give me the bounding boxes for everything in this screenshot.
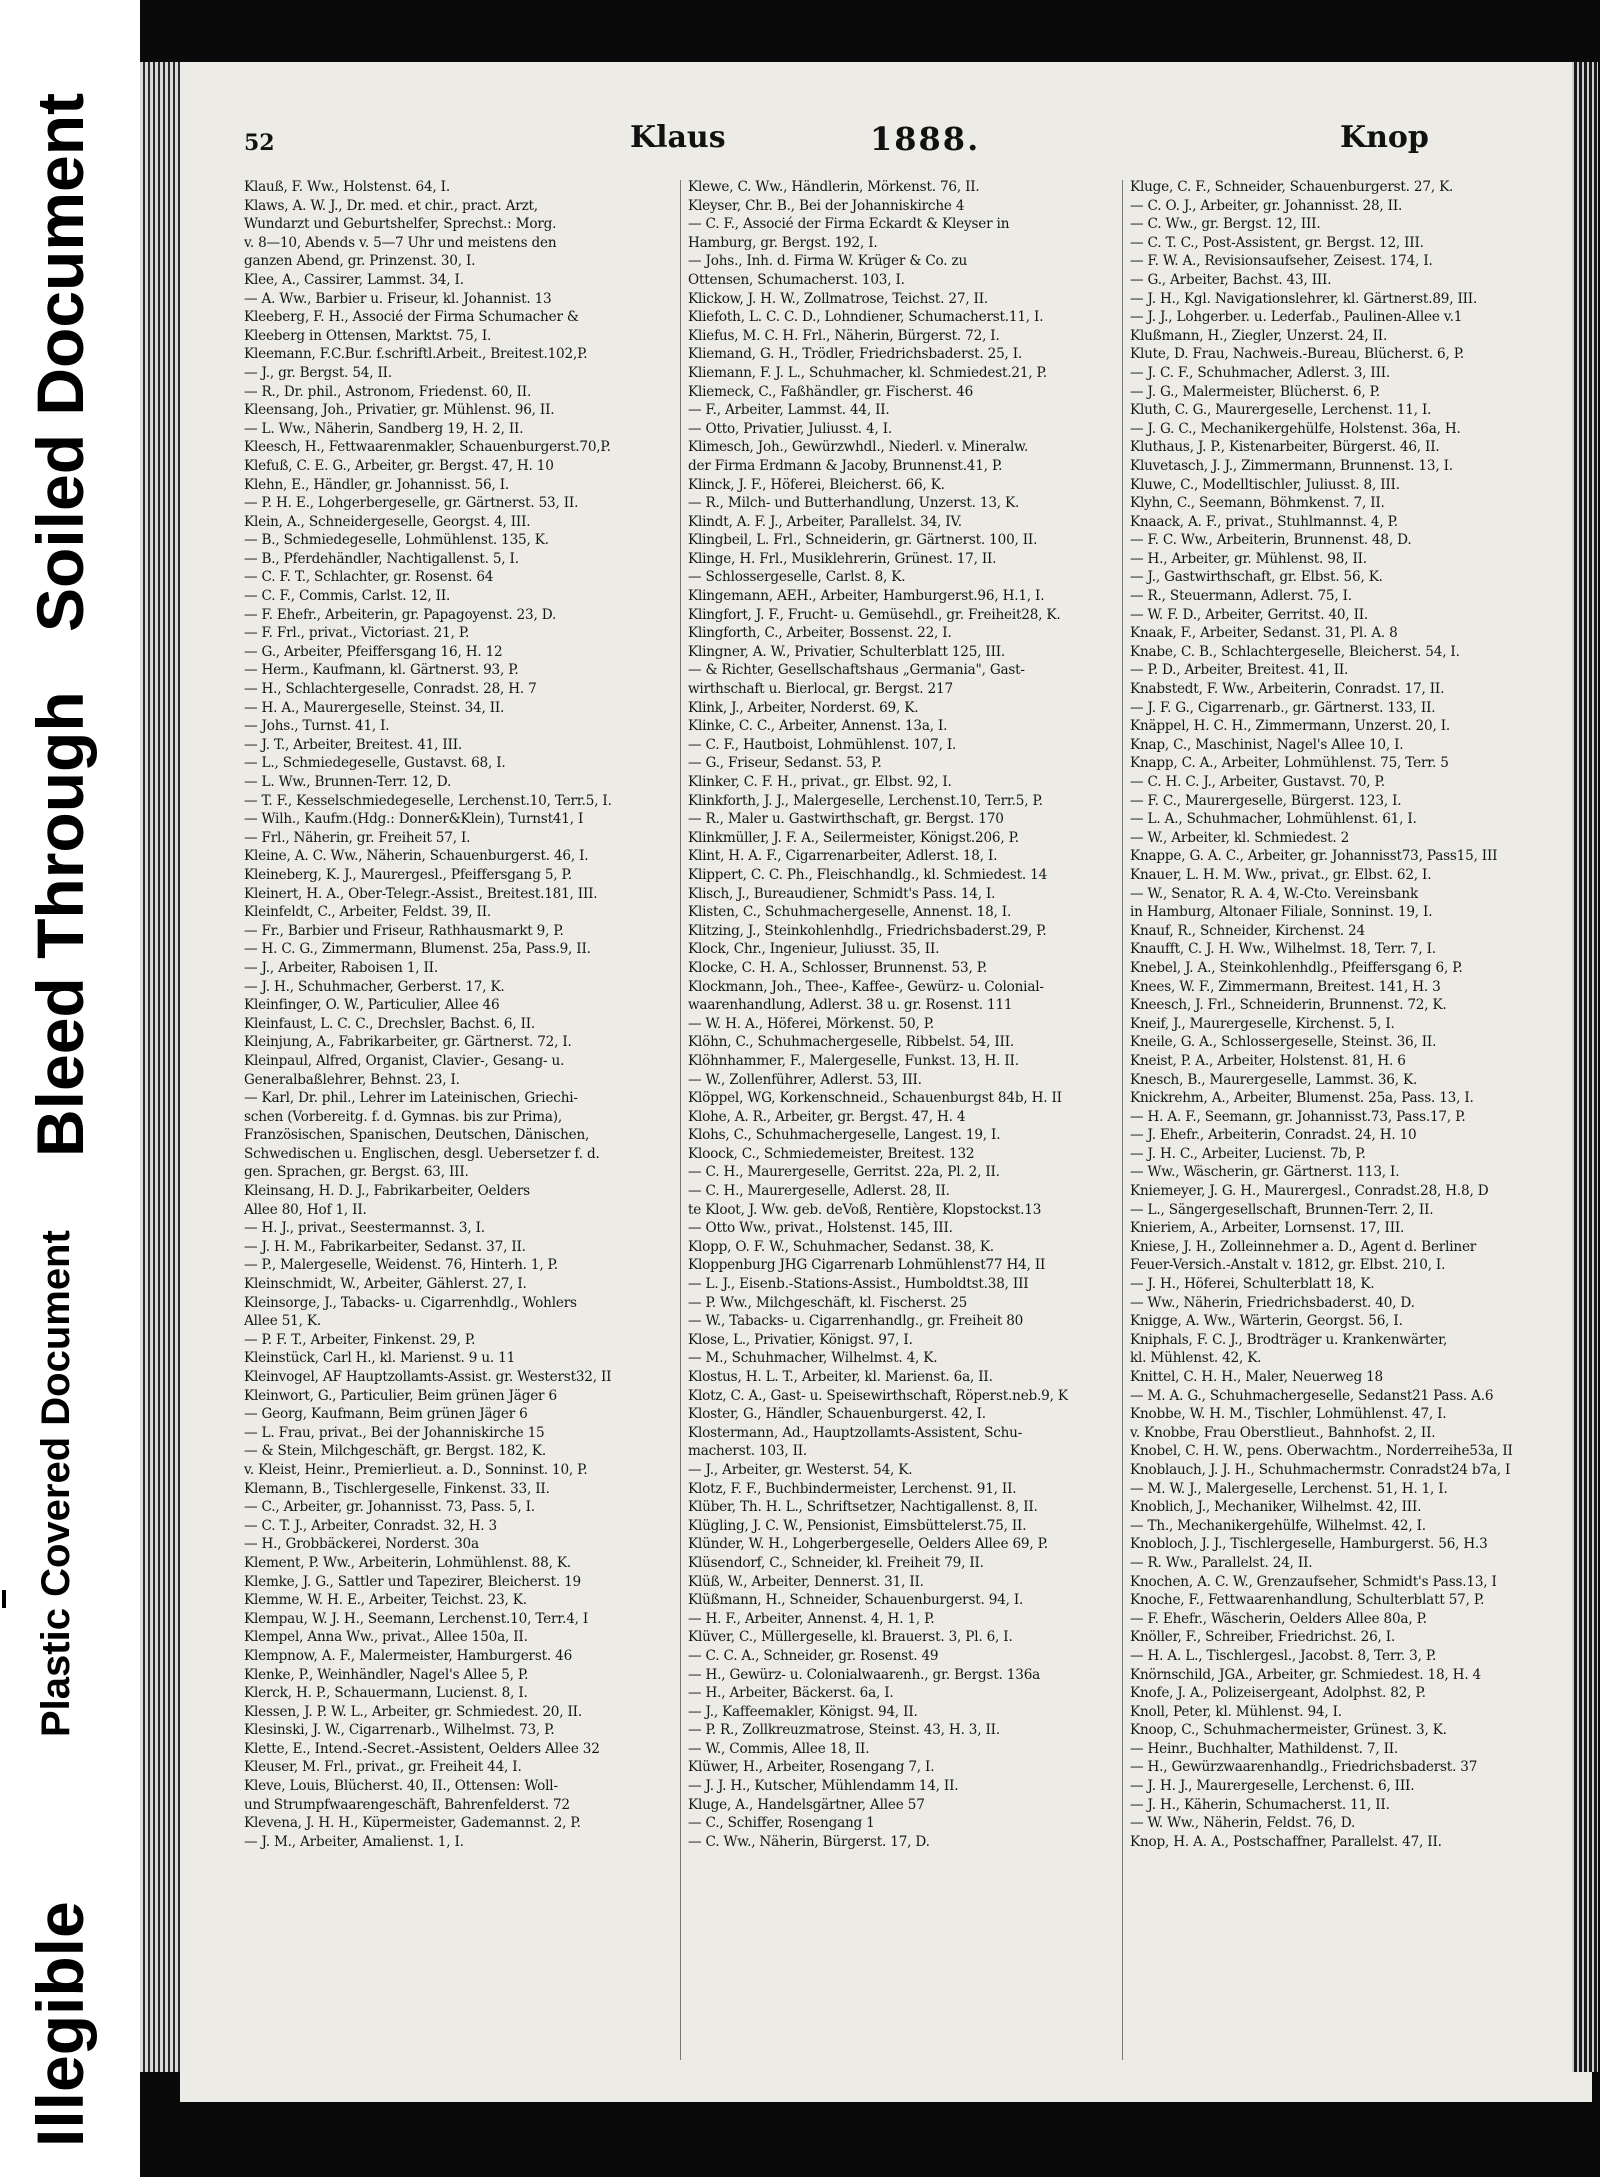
directory-entry-line: — F. Ehefr., Arbeiterin, gr. Papagoyenst. 23, D. (244, 606, 557, 623)
directory-entry-line: — J. H. C., Arbeiter, Lucienst. 7b, P. (1130, 1145, 1366, 1162)
directory-entry-line: Klostus, H. L. T., Arbeiter, kl. Marienst. 6a, II. (688, 1369, 993, 1385)
directory-entry-line: — J. F. G., Cigarrenarb., gr. Gärtnerst. 133, II. (1130, 699, 1436, 716)
directory-entry-line: Kneile, G. A., Schlossergeselle, Steinst. 36, II. (1130, 1034, 1437, 1051)
directory-entry-line: Kleine, A. C. Ww., Näherin, Schauenburgerst. 46, I. (244, 848, 589, 865)
directory-entry-line: Klute, D. Frau, Nachweis.-Bureau, Blücherst. 6, P. (1130, 346, 1465, 363)
directory-entry-line: Knauer, L. H. M. Ww., privat., gr. Elbst. 62, I. (1130, 866, 1432, 883)
directory-entry-line: Kleinsorge, J., Tabacks- u. Cigarrenhdlg., Wohlers (244, 1294, 577, 1311)
directory-entry-line: v. Kleist, Heinr., Premierlieut. a. D., Sonninst. 10, P. (244, 1461, 588, 1478)
directory-entry-line: Kluvetasch, J. J., Zimmermann, Brunnenst. 13, I. (1130, 457, 1453, 474)
directory-entry-line: — H. A. L., Tischlergesl., Jacobst. 8, Terr. 3, P. (1130, 1647, 1437, 1664)
directory-entry-line: — J. C. F., Schuhmacher, Adlerst. 3, III. (1130, 364, 1391, 381)
directory-entry-line: Allee 80, Hof 1, II. (244, 1201, 367, 1218)
directory-entry-line: — W., Senator, R. A. 4, W.-Cto. Vereinsbank (1130, 885, 1419, 902)
directory-entry-line: Klöppel, WG, Korkenschneid., Schauenburgst 84b, H. II (688, 1090, 1062, 1107)
directory-entry-line: — J. G., Malermeister, Blücherst. 6, P. (1130, 383, 1380, 400)
directory-entry-line: Klempau, W. J. H., Seemann, Lerchenst.10, Terr.4, I (244, 1610, 589, 1627)
directory-entry-line: und Strumpfwaarengeschäft, Bahrenfelderst. 72 (244, 1796, 570, 1813)
directory-entry-line: Klevena, J. H. H., Küpermeister, Gademannst. 2, P. (244, 1815, 581, 1832)
directory-entry-line: Kleyser, Chr. B., Bei der Johanniskirche 4 (688, 197, 965, 214)
directory-entry-line: Kleinschmidt, W., Arbeiter, Gählerst. 27, I. (244, 1276, 527, 1293)
directory-entry-line: — L. Ww., Brunnen-Terr. 12, D. (244, 774, 452, 790)
directory-entry-line: Klyhn, C., Seemann, Böhmkenst. 7, II. (1130, 495, 1385, 512)
directory-entry-line: Klingforth, C., Arbeiter, Bossenst. 22, I. (688, 625, 952, 642)
directory-entry-line: — C. T. C., Post-Assistent, gr. Bergst. 12, III. (1130, 234, 1424, 251)
directory-entry-line: schen (Vorbereitg. f. d. Gymnas. bis zur Prima), (244, 1108, 562, 1125)
directory-entry-line: Kleeberg, F. H., Associé der Firma Schumacher & (244, 309, 579, 326)
directory-entry-line: — F. Frl., privat., Victoriast. 21, P. (244, 625, 470, 642)
directory-entry-line: — J. G. C., Mechanikergehülfe, Holstenst. 36a, H. (1130, 420, 1461, 437)
directory-entry-line: — Otto, Privatier, Juliusst. 4, I. (688, 420, 892, 437)
directory-entry-line: — C. H., Maurergeselle, Adlerst. 28, II. (688, 1183, 950, 1200)
directory-entry-line: Kleinert, H. A., Ober-Telegr.-Assist., Breitest.181, III. (244, 885, 598, 902)
directory-entry-line: — C. H., Maurergeselle, Gerritst. 22a, Pl. 2, II. (688, 1164, 1000, 1181)
directory-entry-line: Knaack, A. F., privat., Stuhlmannst. 4, P. (1130, 513, 1398, 530)
directory-entry-line: — J. H. J., Maurergeselle, Lerchenst. 6, III. (1130, 1778, 1415, 1795)
directory-entry-line: Klingemann, AEH., Arbeiter, Hamburgerst.96, H.1, I. (688, 588, 1045, 605)
directory-entry-line: Kneesch, J. Frl., Schneiderin, Brunnenst. 72, K. (1130, 997, 1447, 1014)
directory-entry-line: Klöhn, C., Schuhmachergeselle, Ribbelst. 54, III. (688, 1034, 1014, 1051)
directory-entry-line: Kloster, G., Händler, Schauenburgerst. 42, I. (688, 1406, 986, 1423)
directory-column-1 (244, 178, 659, 1851)
directory-entry-line: — W. F. D., Arbeiter, Gerritst. 40, II. (1130, 606, 1369, 623)
directory-entry-line: Kleensang, Joh., Privatier, gr. Mühlenst. 96, II. (244, 402, 555, 419)
directory-entry-line: — F. C. Ww., Arbeiterin, Brunnenst. 48, D. (1130, 532, 1412, 549)
scanned-page-area (140, 0, 1600, 2177)
directory-entry-line: Klinge, H. Frl., Musiklehrerin, Grünest. 17, II. (688, 550, 997, 567)
directory-entry-line: Knees, W. F., Zimmermann, Breitest. 141, H. 3 (1130, 978, 1441, 995)
directory-entry-line: Kleinfinger, O. W., Particulier, Allee 46 (244, 997, 500, 1014)
directory-entry-line: Feuer-Versich.-Anstalt v. 1812, gr. Elbst. 210, I. (1130, 1257, 1446, 1274)
directory-entry-line: — J., Kaffeemakler, Königst. 94, II. (688, 1703, 918, 1720)
directory-entry-line: Klose, L., Privatier, Königst. 97, I. (688, 1331, 913, 1348)
directory-entry-line: ganzen Abend, gr. Prinzenst. 30, I. (244, 253, 476, 270)
stamp-plastic-covered: Plastic Covered Document (34, 1230, 78, 1737)
directory-entry-line: — R., Milch- und Butterhandlung, Unzerst. 13, K. (688, 495, 1020, 512)
directory-entry-line: Klempel, Anna Ww., privat., Allee 150a, II. (244, 1629, 528, 1646)
stamp-bleed-through: Bleed Through (23, 691, 97, 1157)
directory-entry-line: Knop, H. A. A., Postschaffner, Parallelst. 47, II. (1130, 1833, 1442, 1850)
directory-entry-line: Klinkmüller, J. F. A., Seilermeister, Königst.206, P. (688, 829, 1019, 846)
directory-entry-line: — J. Ehefr., Arbeiterin, Conradst. 24, H. 10 (1130, 1127, 1417, 1144)
directory-entry-line: — H., Arbeiter, Bäckerst. 6a, I. (688, 1685, 894, 1702)
directory-entry-line: te Kloot, J. Ww. geb. deVoß, Rentière, Klopstockst.13 (688, 1201, 1042, 1218)
directory-page (180, 62, 1592, 2102)
directory-entry-line: Knesch, B., Maurergeselle, Lammst. 36, K. (1130, 1071, 1418, 1088)
directory-entry-line: Klockmann, Joh., Thee-, Kaffee-, Gewürz- u. Colonial- (688, 978, 1044, 995)
directory-entry-line: Knörnschild, JGA., Arbeiter, gr. Schmiedest. 18, H. 4 (1130, 1666, 1482, 1683)
directory-entry-line: — Johs., Inh. d. Firma W. Krüger & Co. zu (688, 253, 968, 270)
directory-entry-line: — M. A. G., Schuhmachergeselle, Sedanst21 Pass. A.6 (1130, 1387, 1494, 1404)
directory-entry-line: — F. C., Maurergeselle, Bürgerst. 123, I. (1130, 792, 1402, 809)
directory-entry-line: — H., Arbeiter, gr. Mühlenst. 98, II. (1130, 550, 1367, 567)
directory-entry-line: kl. Mühlenst. 42, K. (1130, 1350, 1262, 1367)
directory-entry-line: gen. Sprachen, gr. Bergst. 63, III. (244, 1164, 469, 1181)
directory-entry-line: Knöller, F., Schreiber, Friedrichst. 26, I. (1130, 1629, 1396, 1646)
directory-entry-line: Klüßmann, H., Schneider, Schauenburgerst. 94, I. (688, 1592, 1024, 1609)
directory-entry-line: — H. J., privat., Seestermannst. 3, I. (244, 1220, 485, 1237)
directory-entry-line: Knebel, J. A., Steinkohlenhdlg., Pfeiffersgang 6, P. (1130, 959, 1463, 976)
directory-entry-line: — P. D., Arbeiter, Breitest. 41, II. (1130, 662, 1349, 679)
directory-entry-line: — C. Ww., Näherin, Bürgerst. 17, D. (688, 1833, 930, 1850)
header-left-catchword: Klaus (630, 120, 726, 155)
stamp-soiled-document: Soiled Document (23, 92, 97, 632)
directory-entry-line: — G., Arbeiter, Bachst. 43, III. (1130, 271, 1332, 288)
directory-entry-line: Kleinpaul, Alfred, Organist, Clavier-, Gesang- u. (244, 1052, 565, 1069)
directory-entry-line: — C. O. J., Arbeiter, gr. Johannisst. 28, II. (1130, 197, 1403, 214)
directory-entry-line: Kluge, C. F., Schneider, Schauenburgerst. 27, K. (1130, 179, 1454, 195)
directory-entry-line: — R. Ww., Parallelst. 24, II. (1130, 1554, 1313, 1571)
directory-entry-line: — H., Gewürzwaarenhandlg., Friedrichsbaderst. 37 (1130, 1759, 1478, 1776)
directory-entry-line: — C. H. C. J., Arbeiter, Gustavst. 70, P. (1130, 774, 1385, 790)
directory-entry-line: Klink, J., Arbeiter, Norderst. 69, K. (688, 699, 919, 716)
directory-entry-line: Knoll, Peter, kl. Mühlenst. 94, I. (1130, 1703, 1342, 1720)
directory-entry-line: Klinke, C. C., Arbeiter, Annenst. 13a, I. (688, 718, 948, 735)
directory-entry-line: Kluwe, C., Modelltischler, Juliusst. 8, III. (1130, 476, 1400, 493)
directory-entry-line: Knabstedt, F. Ww., Arbeiterin, Conradst. 17, II. (1130, 681, 1445, 698)
directory-entry-line: Kliefus, M. C. H. Frl., Näherin, Bürgerst. 72, I. (688, 327, 1000, 344)
directory-entry-line: Kleesch, H., Fettwaarenmakler, Schauenburgerst.70,P. (244, 439, 611, 456)
directory-entry-line: — C. F., Hautboist, Lohmühlenst. 107, I. (688, 736, 957, 753)
directory-entry-line: — H., Grobbäckerei, Norderst. 30a (244, 1536, 479, 1553)
directory-entry-line: — P. R., Zollkreuzmatrose, Steinst. 43, H. 3, II. (688, 1722, 1000, 1739)
directory-entry-line: der Firma Erdmann & Jacoby, Brunnenst.41, P. (688, 457, 1003, 474)
directory-entry-line: Knäppel, H. C. H., Zimmermann, Unzerst. 20, I. (1130, 718, 1451, 735)
directory-entry-line: Kleinfaust, L. C. C., Drechsler, Bachst. 6, II. (244, 1015, 536, 1032)
directory-entry-line: Kluth, C. G., Maurergeselle, Lerchenst. 11, I. (1130, 402, 1432, 419)
column-divider (680, 180, 681, 2060)
directory-entry-line: — Georg, Kaufmann, Beim grünen Jäger 6 (244, 1406, 528, 1423)
directory-entry-line: Knap, C., Maschinist, Nagel's Allee 10, I. (1130, 736, 1404, 753)
directory-entry-line: Klohs, C., Schuhmachergeselle, Langest. 19, I. (688, 1127, 1001, 1144)
directory-entry-line: — H., Gewürz- u. Colonialwaarenh., gr. Bergst. 136a (688, 1666, 1041, 1683)
directory-entry-line: — H. C. G., Zimmermann, Blumenst. 25a, Pass.9, II. (244, 941, 591, 958)
directory-entry-line: Kloock, C., Schmiedemeister, Breitest. 132 (688, 1145, 975, 1162)
directory-entry-line: — R., Dr. phil., Astronom, Friedenst. 60, II. (244, 383, 532, 400)
directory-entry-line: — Th., Mechanikergehülfe, Wilhelmst. 42, I. (1130, 1517, 1426, 1534)
directory-entry-line: — J., Arbeiter, Raboisen 1, II. (244, 959, 438, 976)
directory-entry-line: — W., Tabacks- u. Cigarrenhandlg., gr. Freiheit 80 (688, 1313, 1024, 1330)
directory-entry-line: — J. H., Schuhmacher, Gerberst. 17, K. (244, 978, 505, 995)
directory-entry-line: — L. Frau, privat., Bei der Johanniskirche 15 (244, 1424, 545, 1441)
directory-entry-line: — C. C. A., Schneider, gr. Rosenst. 49 (688, 1647, 939, 1664)
directory-entry-line: — W., Zollenführer, Adlerst. 53, III. (688, 1071, 922, 1088)
directory-entry-line: Klügling, J. C. W., Pensionist, Eimsbüttelerst.75, II. (688, 1517, 1027, 1534)
directory-entry-line: Kliemeck, C., Faßhändler, gr. Fischerst. 46 (688, 383, 974, 400)
directory-entry-line: — J. H., Höferei, Schulterblatt 18, K. (1130, 1276, 1375, 1293)
directory-entry-line: Klindt, A. F. J., Arbeiter, Parallelst. 34, IV. (688, 513, 962, 530)
directory-entry-line: Kleinsang, H. D. J., Fabrikarbeiter, Oelders (244, 1183, 530, 1200)
directory-entry-line: Klemke, J. G., Sattler und Tapezirer, Bleicherst. 19 (244, 1573, 582, 1590)
directory-entry-line: — H. A. F., Seemann, gr. Johannisst.73, Pass.17, P. (1130, 1108, 1466, 1125)
archive-stamp (0, 0, 140, 2177)
directory-entry-line: Kneif, J., Maurergeselle, Kirchenst. 5, I. (1130, 1015, 1395, 1032)
directory-entry-line: Klimesch, Joh., Gewürzwhdl., Niederl. v. Mineralw. (688, 439, 1029, 456)
directory-entry-line: Kliemand, G. H., Trödler, Friedrichsbaderst. 25, I. (688, 346, 1023, 363)
archive-stamp-text (0, 0, 140, 2177)
directory-entry-line: — F. Ehefr., Wäscherin, Oelders Allee 80a, P. (1130, 1610, 1427, 1627)
directory-entry-line: Kleuser, M. Frl., privat., gr. Freiheit 44, I. (244, 1759, 522, 1776)
directory-entry-line: Klauß, F. Ww., Holstenst. 64, I. (244, 179, 450, 195)
directory-entry-line: Klüß, W., Arbeiter, Dennerst. 31, II. (688, 1573, 924, 1590)
directory-entry-line: — J. H., Käherin, Schumacherst. 11, II. (1130, 1796, 1390, 1813)
directory-entry-line: — Ww., Wäscherin, gr. Gärtnerst. 113, I. (1130, 1164, 1400, 1181)
directory-entry-line: Kleemann, F.C.Bur. f.schriftl.Arbeit., Breitest.102,P. (244, 346, 588, 363)
directory-entry-line: Kluthaus, J. P., Kistenarbeiter, Bürgerst. 46, II. (1130, 439, 1440, 456)
directory-entry-line: — B., Pferdehändler, Nachtigallenst. 5, I. (244, 550, 519, 567)
directory-entry-line: Knochen, A. C. W., Grenzaufseher, Schmidt's Pass.13, I (1130, 1573, 1497, 1590)
directory-entry-line: — A. Ww., Barbier u. Friseur, kl. Johannist. 13 (244, 290, 552, 307)
directory-entry-line: Klocke, C. H. A., Schlosser, Brunnenst. 53, P. (688, 959, 988, 976)
directory-entry-line: Klette, E., Intend.-Secret.-Assistent, Oelders Allee 32 (244, 1740, 600, 1757)
directory-entry-line: — L., Schmiedegeselle, Gustavst. 68, I. (244, 755, 506, 772)
directory-entry-line: Klemme, W. H. E., Arbeiter, Teichst. 23, K. (244, 1592, 527, 1609)
directory-entry-line: Knabe, C. B., Schlachtergeselle, Bleicherst. 54, I. (1130, 643, 1460, 660)
directory-entry-line: — J. J., Lohgerber. u. Lederfab., Paulinen-Allee v.1 (1130, 309, 1463, 326)
directory-entry-line: — C. F. T., Schlachter, gr. Rosenst. 64 (244, 569, 494, 586)
directory-entry-line: — R., Maler u. Gastwirthschaft, gr. Bergst. 170 (688, 811, 1004, 828)
directory-entry-line: Klisch, J., Bureaudiener, Schmidt's Pass. 14, I. (688, 885, 996, 902)
directory-entry-line: Klingner, A. W., Privatier, Schulterblatt 125, III. (688, 643, 1006, 660)
directory-entry-line: Knittel, C. H. H., Maler, Neuerweg 18 (1130, 1369, 1383, 1385)
directory-entry-line: Allee 51, K. (244, 1313, 321, 1330)
directory-entry-line: — J. M., Arbeiter, Amalienst. 1, I. (244, 1833, 464, 1850)
directory-entry-line: — B., Schmiedegeselle, Lohmühlenst. 135, K. (244, 532, 549, 549)
directory-entry-line: Klewe, C. Ww., Händlerin, Mörkenst. 76, II. (688, 179, 980, 195)
directory-entry-line: Klaws, A. W. J., Dr. med. et chir., pract. Arzt, (244, 197, 538, 214)
directory-entry-line: Klemann, B., Tischlergeselle, Finkenst. 33, II. (244, 1480, 550, 1497)
directory-entry-line: — H. F., Arbeiter, Annenst. 4, H. 1, P. (688, 1610, 935, 1627)
directory-entry-line: Klünder, W. H., Lohgerbergeselle, Oelders Allee 69, P. (688, 1536, 1048, 1553)
directory-entry-line: Kleeberg in Ottensen, Marktst. 75, I. (244, 327, 492, 344)
directory-entry-line: Kleinvogel, AF Hauptzollamts-Assist. gr. Westerst32, II (244, 1369, 612, 1385)
directory-entry-line: Klüber, Th. H. L., Schriftsetzer, Nachtigallenst. 8, II. (688, 1499, 1038, 1516)
directory-entry-line: Klußmann, H., Ziegler, Unzerst. 24, II. (1130, 327, 1388, 344)
directory-entry-line: Klotz, C. A., Gast- u. Speisewirthschaft, Röperst.neb.9, K (688, 1387, 1068, 1404)
directory-entry-line: — Johs., Turnst. 41, I. (244, 718, 390, 735)
directory-entry-line: — Otto Ww., privat., Holstenst. 145, III. (688, 1220, 953, 1237)
directory-entry-line: — M., Schuhmacher, Wilhelmst. 4, K. (688, 1350, 938, 1367)
directory-entry-line: — C., Arbeiter, gr. Johannisst. 73, Pass. 5, I. (244, 1499, 535, 1516)
directory-entry-line: — J., Gastwirthschaft, gr. Elbst. 56, K. (1130, 569, 1383, 586)
directory-entry-line: Kloppenburg JHG Cigarrenarb Lohmühlenst77 H4, II (688, 1257, 1046, 1274)
directory-entry-line: Klippert, C. C. Ph., Fleischhandlg., kl. Schmiedest. 14 (688, 866, 1048, 883)
directory-entry-line: Kleinjung, A., Fabrikarbeiter, gr. Gärtnerst. 72, I. (244, 1034, 572, 1051)
header-year: 1888. (870, 120, 981, 158)
directory-entry-line: Knoblich, J., Mechaniker, Wilhelmst. 42, III. (1130, 1499, 1422, 1516)
directory-entry-line: Knofe, J. A., Polizeisergeant, Adolphst. 82, P. (1130, 1685, 1426, 1702)
directory-entry-line: Knaak, F., Arbeiter, Sedanst. 31, Pl. A. 8 (1130, 625, 1398, 642)
directory-entry-line: Knobel, C. H. W., pens. Oberwachtm., Norderreihe53a, II (1130, 1443, 1513, 1460)
directory-entry-line: Klingbeil, L. Frl., Schneiderin, gr. Gärtnerst. 100, II. (688, 532, 1038, 549)
directory-entry-line: — C. Ww., gr. Bergst. 12, III. (1130, 216, 1321, 233)
directory-entry-line: waarenhandlung, Adlerst. 38 u. gr. Rosenst. 111 (688, 997, 1013, 1014)
directory-entry-line: Klüsendorf, C., Schneider, kl. Freiheit 79, II. (688, 1554, 984, 1571)
directory-entry-line: Klehn, E., Händler, gr. Johannisst. 56, I. (244, 476, 510, 493)
directory-entry-line: Klingfort, J. F., Frucht- u. Gemüsehdl., gr. Freiheit28, K. (688, 606, 1061, 623)
directory-entry-line: — Wilh., Kaufm.(Hdg.: Donner&Klein), Turnst41, I (244, 811, 584, 828)
directory-entry-line: Kneist, P. A., Arbeiter, Holstenst. 81, H. 6 (1130, 1052, 1406, 1069)
directory-entry-line: — T. F., Kesselschmiedegeselle, Lerchenst.10, Terr.5, I. (244, 792, 612, 809)
directory-entry-line: Generalbaßlehrer, Behnst. 23, I. (244, 1071, 460, 1088)
directory-entry-line: — Schlossergeselle, Carlst. 8, K. (688, 569, 906, 586)
directory-entry-line: — G., Friseur, Sedanst. 53, P. (688, 755, 882, 772)
directory-entry-line: Klostermann, Ad., Hauptzollamts-Assistent, Schu- (688, 1424, 1023, 1441)
directory-entry-line: Klempnow, A. F., Malermeister, Hamburgerst. 46 (244, 1647, 573, 1664)
header-right-catchword: Knop (1340, 120, 1429, 155)
directory-entry-line: — Ww., Näherin, Friedrichsbaderst. 40, D. (1130, 1294, 1415, 1311)
column-divider (1122, 180, 1123, 2060)
directory-entry-line: Knauf, R., Schneider, Kirchenst. 24 (1130, 922, 1365, 939)
page-edge-stack (140, 62, 180, 2072)
page-right-edge (1572, 62, 1598, 2072)
page-number: 52 (244, 130, 275, 156)
directory-entry-line: — P., Malergeselle, Weidenst. 76, Hinterh. 1, P. (244, 1257, 558, 1274)
directory-entry-line: Klickow, J. H. W., Zollmatrose, Teichst. 27, II. (688, 290, 989, 307)
directory-entry-line: Kliefoth, L. C. C. D., Lohndiener, Schumacherst.11, I. (688, 309, 1044, 326)
directory-entry-line: — J., Arbeiter, gr. Westerst. 54, K. (688, 1461, 913, 1478)
directory-entry-line: Kliemann, F. J. L., Schuhmacher, kl. Schmiedest.21, P. (688, 364, 1047, 381)
directory-entry-line: — W. Ww., Näherin, Feldst. 76, D. (1130, 1815, 1356, 1832)
directory-entry-line: Schwedischen u. Englischen, desgl. Uebersetzer f. d. (244, 1145, 600, 1162)
directory-entry-line: Knickrehm, A., Arbeiter, Blumenst. 25a, Pass. 13, I. (1130, 1090, 1474, 1107)
directory-entry-line: — C. F., Commis, Carlst. 12, II. (244, 588, 451, 605)
directory-entry-line: Klitzing, J., Steinkohlenhdlg., Friedrichsbaderst.29, P. (688, 922, 1047, 939)
directory-entry-line: Klinkforth, J. J., Malergeselle, Lerchenst.10, Terr.5, P. (688, 792, 1043, 809)
directory-entry-line: — Herm., Kaufmann, kl. Gärtnerst. 93, P. (244, 662, 519, 679)
directory-entry-line: — Frl., Näherin, gr. Freiheit 57, I. (244, 829, 471, 846)
directory-entry-line: v. Knobbe, Frau Oberstlieut., Bahnhofst. 2, II. (1130, 1424, 1436, 1441)
directory-column-2 (688, 178, 1103, 1851)
directory-entry-line: — C. T. J., Arbeiter, Conradst. 32, H. 3 (244, 1517, 497, 1534)
directory-entry-line: Kniemeyer, J. G. H., Maurergesl., Conradst.28, H.8, D (1130, 1183, 1489, 1200)
directory-entry-line: Wundarzt und Geburtshelfer, Sprechst.: Morg. (244, 216, 557, 233)
directory-entry-line: Klefuß, C. E. G., Arbeiter, gr. Bergst. 47, H. 10 (244, 457, 554, 474)
directory-entry-line: — F. W. A., Revisionsaufseher, Zeisest. 174, I. (1130, 253, 1433, 270)
directory-entry-line: Kleinfeldt, C., Arbeiter, Feldst. 39, II. (244, 904, 491, 921)
stamp-illegible: Illegible (23, 1901, 97, 2147)
directory-entry-line: — C. F., Associé der Firma Eckardt & Kleyser in (688, 216, 1010, 233)
directory-entry-line: — & Stein, Milchgeschäft, gr. Bergst. 182, K. (244, 1443, 546, 1460)
directory-entry-line: Knigge, A. Ww., Wärterin, Georgst. 56, I. (1130, 1313, 1403, 1330)
directory-entry-line: Knobbe, W. H. M., Tischler, Lohmühlenst. 47, I. (1130, 1406, 1447, 1423)
directory-entry-line: Klüwer, H., Arbeiter, Rosengang 7, I. (688, 1759, 935, 1776)
directory-entry-line: Klein, A., Schneidergeselle, Georgst. 4, III. (244, 513, 531, 530)
directory-entry-line: Knoblauch, J. J. H., Schuhmachermstr. Conradst24 b7a, I (1130, 1461, 1511, 1478)
directory-entry-line: macherst. 103, II. (688, 1443, 808, 1460)
directory-entry-line: — G., Arbeiter, Pfeiffersgang 16, H. 12 (244, 643, 503, 660)
directory-entry-line: Hamburg, gr. Bergst. 192, I. (688, 234, 878, 251)
directory-entry-line: — H., Schlachtergeselle, Conradst. 28, H. 7 (244, 681, 537, 698)
directory-entry-line: Klesinski, J. W., Cigarrenarb., Wilhelmst. 73, P. (244, 1722, 555, 1739)
directory-entry-line: in Hamburg, Altonaer Filiale, Sonninst. 19, I. (1130, 904, 1433, 921)
directory-entry-line: — P. F. T., Arbeiter, Finkenst. 29, P. (244, 1331, 476, 1348)
directory-entry-line: Knoche, F., Fettwaarenhandlung, Schulterblatt 57, P. (1130, 1592, 1485, 1609)
directory-column-3 (1130, 178, 1545, 1851)
directory-entry-line: Klisten, C., Schuhmachergeselle, Annenst. 18, I. (688, 904, 1012, 921)
directory-entry-line: — W., Commis, Allee 18, II. (688, 1740, 870, 1757)
directory-entry-line: — L. Ww., Näherin, Sandberg 19, H. 2, II. (244, 420, 524, 437)
directory-entry-line: Klement, P. Ww., Arbeiterin, Lohmühlenst. 88, K. (244, 1554, 571, 1571)
directory-entry-line: — J. H., Kgl. Navigationslehrer, kl. Gärtnerst.89, III. (1130, 290, 1478, 307)
directory-entry-line: Knapp, C. A., Arbeiter, Lohmühlenst. 75, Terr. 5 (1130, 755, 1449, 772)
directory-entry-line: v. 8—10, Abends v. 5—7 Uhr und meistens den (244, 234, 557, 251)
directory-entry-line: — W., Arbeiter, kl. Schmiedest. 2 (1130, 829, 1350, 846)
directory-entry-line: — J. J. H., Kutscher, Mühlendamm 14, II. (688, 1778, 959, 1795)
page-header (240, 112, 1570, 172)
directory-entry-line: — C., Schiffer, Rosengang 1 (688, 1815, 875, 1832)
directory-entry-line: — J. T., Arbeiter, Breitest. 41, III. (244, 736, 462, 753)
directory-entry-line: — Fr., Barbier und Friseur, Rathhausmarkt 9, P. (244, 922, 564, 939)
directory-entry-line: — R., Steuermann, Adlerst. 75, I. (1130, 588, 1352, 605)
directory-entry-line: Klohe, A. R., Arbeiter, gr. Bergst. 47, H. 4 (688, 1108, 966, 1125)
directory-entry-line: — L. A., Schuhmacher, Lohmühlenst. 61, I. (1130, 811, 1417, 828)
directory-entry-line: Kleve, Louis, Blücherst. 40, II., Ottensen: Woll- (244, 1778, 558, 1795)
directory-entry-line: Kleinstück, Carl H., kl. Marienst. 9 u. 11 (244, 1350, 516, 1367)
directory-entry-line: Knaufft, C. J. H. Ww., Wilhelmst. 18, Terr. 7, I. (1130, 941, 1436, 958)
directory-entry-line: Klerck, H. P., Schauermann, Lucienst. 8, I. (244, 1685, 528, 1702)
directory-entry-line: — P. Ww., Milchgeschäft, kl. Fischerst. 25 (688, 1294, 968, 1311)
directory-entry-line: wirthschaft u. Bierlocal, gr. Bergst. 217 (688, 681, 953, 698)
directory-entry-line: Knobloch, J. J., Tischlergeselle, Hamburgerst. 56, H.3 (1130, 1536, 1488, 1553)
directory-entry-line: — Heinr., Buchhalter, Mathildenst. 7, II. (1130, 1740, 1399, 1757)
directory-entry-line: — & Richter, Gesellschaftshaus „Germania", Gast- (688, 662, 1025, 679)
directory-entry-line: Kniphals, F. C. J., Brodträger u. Krankenwärter, (1130, 1331, 1448, 1348)
directory-entry-line: Klint, H. A. F., Cigarrenarbeiter, Adlerst. 18, I. (688, 848, 998, 865)
directory-entry-line: — J. H. M., Fabrikarbeiter, Sedanst. 37, II. (244, 1238, 526, 1255)
directory-entry-line: Klee, A., Cassirer, Lammst. 34, I. (244, 271, 464, 288)
directory-entry-line: Klöhnhammer, F., Malergeselle, Funkst. 13, H. II. (688, 1052, 1019, 1069)
directory-entry-line: Klock, Chr., Ingenieur, Juliusst. 35, II. (688, 941, 940, 958)
directory-entry-line: — F., Arbeiter, Lammst. 44, II. (688, 402, 890, 419)
directory-entry-line: Klopp, O. F. W., Schuhmacher, Sedanst. 38, K. (688, 1238, 994, 1255)
directory-entry-line: Französischen, Spanischen, Deutschen, Dänischen, (244, 1127, 590, 1144)
directory-entry-line: Klotz, F. F., Buchbindermeister, Lerchenst. 91, II. (688, 1480, 1017, 1497)
directory-entry-line: Knoop, C., Schuhmachermeister, Grünest. 3, K. (1130, 1722, 1447, 1739)
directory-entry-line: — J., gr. Bergst. 54, II. (244, 364, 392, 381)
scan-tick-mark (2, 1590, 6, 1608)
directory-entry-line: — L., Sängergesellschaft, Brunnen-Terr. 2, II. (1130, 1201, 1434, 1218)
directory-entry-line: Kniese, J. H., Zolleinnehmer a. D., Agent d. Berliner (1130, 1238, 1477, 1255)
directory-entry-line: — Karl, Dr. phil., Lehrer im Lateinischen, Griechi- (244, 1090, 578, 1107)
directory-entry-line: Kluge, A., Handelsgärtner, Allee 57 (688, 1796, 925, 1813)
directory-entry-line: — H. A., Maurergeselle, Steinst. 34, II. (244, 699, 505, 716)
directory-entry-line: — P. H. E., Lohgerbergeselle, gr. Gärtnerst. 53, II. (244, 495, 579, 512)
directory-entry-line: — W. H. A., Höferei, Mörkenst. 50, P. (688, 1015, 935, 1032)
directory-entry-line: Kleinwort, G., Particulier, Beim grünen Jäger 6 (244, 1387, 557, 1404)
directory-entry-line: Klessen, J. P. W. L., Arbeiter, gr. Schmiedest. 20, II. (244, 1703, 582, 1720)
directory-entry-line: Klinck, J. F., Höferei, Bleicherst. 66, K. (688, 476, 945, 493)
directory-entry-line: Ottensen, Schumacherst. 103, I. (688, 271, 905, 288)
directory-entry-line: Knieriem, A., Arbeiter, Lornsenst. 17, III. (1130, 1220, 1405, 1237)
directory-entry-line: — M. W. J., Malergeselle, Lerchenst. 51, H. 1, I. (1130, 1480, 1448, 1497)
directory-entry-line: Kleineberg, K. J., Maurergesl., Pfeiffersgang 5, P. (244, 866, 572, 883)
directory-entry-line: Klüver, C., Müllergeselle, kl. Brauerst. 3, Pl. 6, I. (688, 1629, 1013, 1646)
directory-entry-line: Klinker, C. F. H., privat., gr. Elbst. 92, I. (688, 774, 952, 790)
directory-entry-line: — L. J., Eisenb.-Stations-Assist., Humboldtst.38, III (688, 1276, 1029, 1293)
directory-entry-line: Klenke, P., Weinhändler, Nagel's Allee 5, P. (244, 1666, 529, 1683)
directory-entry-line: Knappe, G. A. C., Arbeiter, gr. Johannisst73, Pass15, III (1130, 848, 1498, 865)
